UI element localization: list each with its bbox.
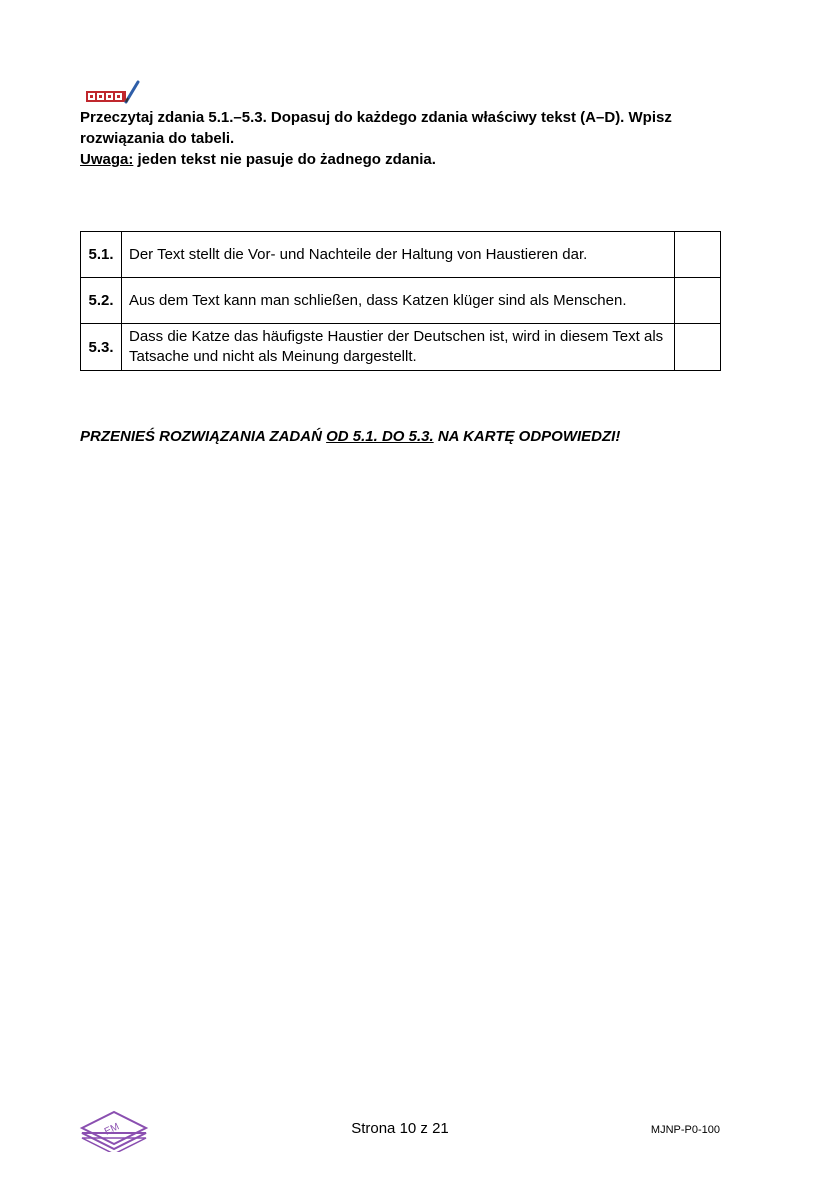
transfer-instruction bbox=[80, 428, 620, 445]
note-label: Uwaga: bbox=[80, 151, 134, 168]
row-number: 5.1. bbox=[81, 232, 122, 278]
row-statement: Aus dem Text kann man schließen, dass Katzen klüger sind als Menschen. bbox=[122, 278, 675, 324]
svg-text:EM: EM bbox=[102, 1121, 122, 1138]
transfer-part1: PRZENIEŚ ROZWIĄZANIA ZADAŃ bbox=[80, 428, 327, 445]
row-statement: Der Text stellt die Vor- und Nachteile der Haltung von Haustieren dar. bbox=[122, 232, 675, 278]
transfer-range: OD 5.1. DO 5.3. bbox=[326, 428, 434, 445]
instructions-line: Przeczytaj zdania 5.1.–5.3. Dopasuj do każdego zdania właściwy tekst (A–D). Wpisz rozwiązania do tabeli. bbox=[80, 109, 672, 147]
answer-box[interactable] bbox=[675, 232, 721, 278]
exam-code: MJNP-P0-100 bbox=[650, 1124, 720, 1136]
instructions-note bbox=[80, 149, 740, 170]
note-text: jeden tekst nie pasuje do żadnego zdania. bbox=[133, 151, 436, 168]
table-row bbox=[81, 278, 721, 324]
task-type-icon bbox=[86, 80, 142, 104]
page-number: Strona 10 z 21 bbox=[351, 1120, 449, 1137]
row-number: 5.3. bbox=[81, 324, 122, 371]
answer-table bbox=[80, 231, 721, 371]
answer-box[interactable] bbox=[675, 324, 721, 371]
answer-box[interactable] bbox=[675, 278, 721, 324]
task-instructions bbox=[80, 107, 740, 170]
table-row bbox=[81, 232, 721, 278]
row-number: 5.2. bbox=[81, 278, 122, 324]
table-row bbox=[81, 324, 721, 371]
row-statement: Dass die Katze das häufigste Haustier der Deutschen ist, wird in diesem Text als Tatsache und nicht als Meinung dargestellt. bbox=[122, 324, 675, 371]
transfer-part3: NA KARTĘ ODPOWIEDZI! bbox=[433, 428, 621, 445]
